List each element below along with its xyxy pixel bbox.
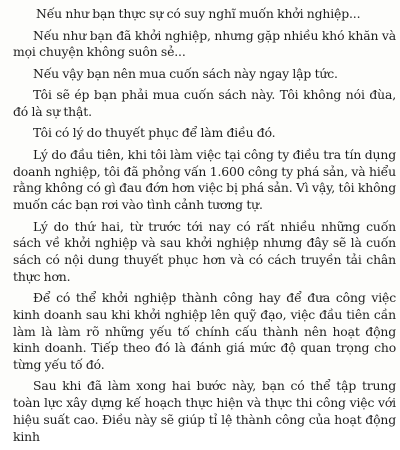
paragraph-4: Tôi sẽ ép bạn phải mua cuốn sách này. Tôi không nói đùa, đó là sự thật.	[13, 87, 396, 119]
paragraph-3: Nếu vậy bạn nên mua cuốn sách này ngay lập tức.	[33, 65, 338, 81]
paragraph-7: Lý do thứ hai, từ trước tới nay có rất nhiều những cuốn sách về khởi nghiệp và sau khởi nghiệp nhưng đây sẽ là cuốn sách có nội dung thuyết phục hơn và có cách truyền tải chân thực hơn.	[13, 218, 396, 284]
paragraph-6: Lý do đầu tiên, khi tôi làm việc tại công ty điều tra tín dụng doanh nghiệp, tôi đã phỏng vấn 1.600 công ty phá sản, và hiểu rằng không có gì đau đớn hơn việc bị phá sản. Vì vậy, tôi không muốn các bạn rơi vào tình cảnh tương tự.	[13, 146, 396, 213]
paragraph-8: Để có thể khởi nghiệp thành công hay để đưa công việc kinh doanh sau khi khởi nghiệp lên quỹ đạo, việc đầu tiên cần làm là làm rõ những yếu tố chính cấu thành nên hoạt động kinh doanh. Tiếp theo đó là đánh giá mức độ quan trọng cho từng yếu tố đó.	[13, 290, 396, 372]
paragraph-5: Tôi có lý do thuyết phục để làm điều đó.	[33, 125, 276, 141]
paragraph-9: Sau khi đã làm xong hai bước này, bạn có thể tập trung toàn lực xây dựng kế hoạch thực hiện và thực thi công việc với hiệu suất cao. Điều này sẽ giúp tỉ lệ thành công của hoạt động kinh	[13, 378, 396, 444]
paragraph-2: Nếu như bạn đã khởi nghiệp, nhưng gặp nhiều khó khăn và mọi chuyện không suôn sẻ...	[13, 27, 396, 60]
paragraph-1: Nếu như bạn thực sự có suy nghĩ muốn khởi nghiệp...	[36, 6, 361, 21]
body-text	[13, 6, 396, 450]
